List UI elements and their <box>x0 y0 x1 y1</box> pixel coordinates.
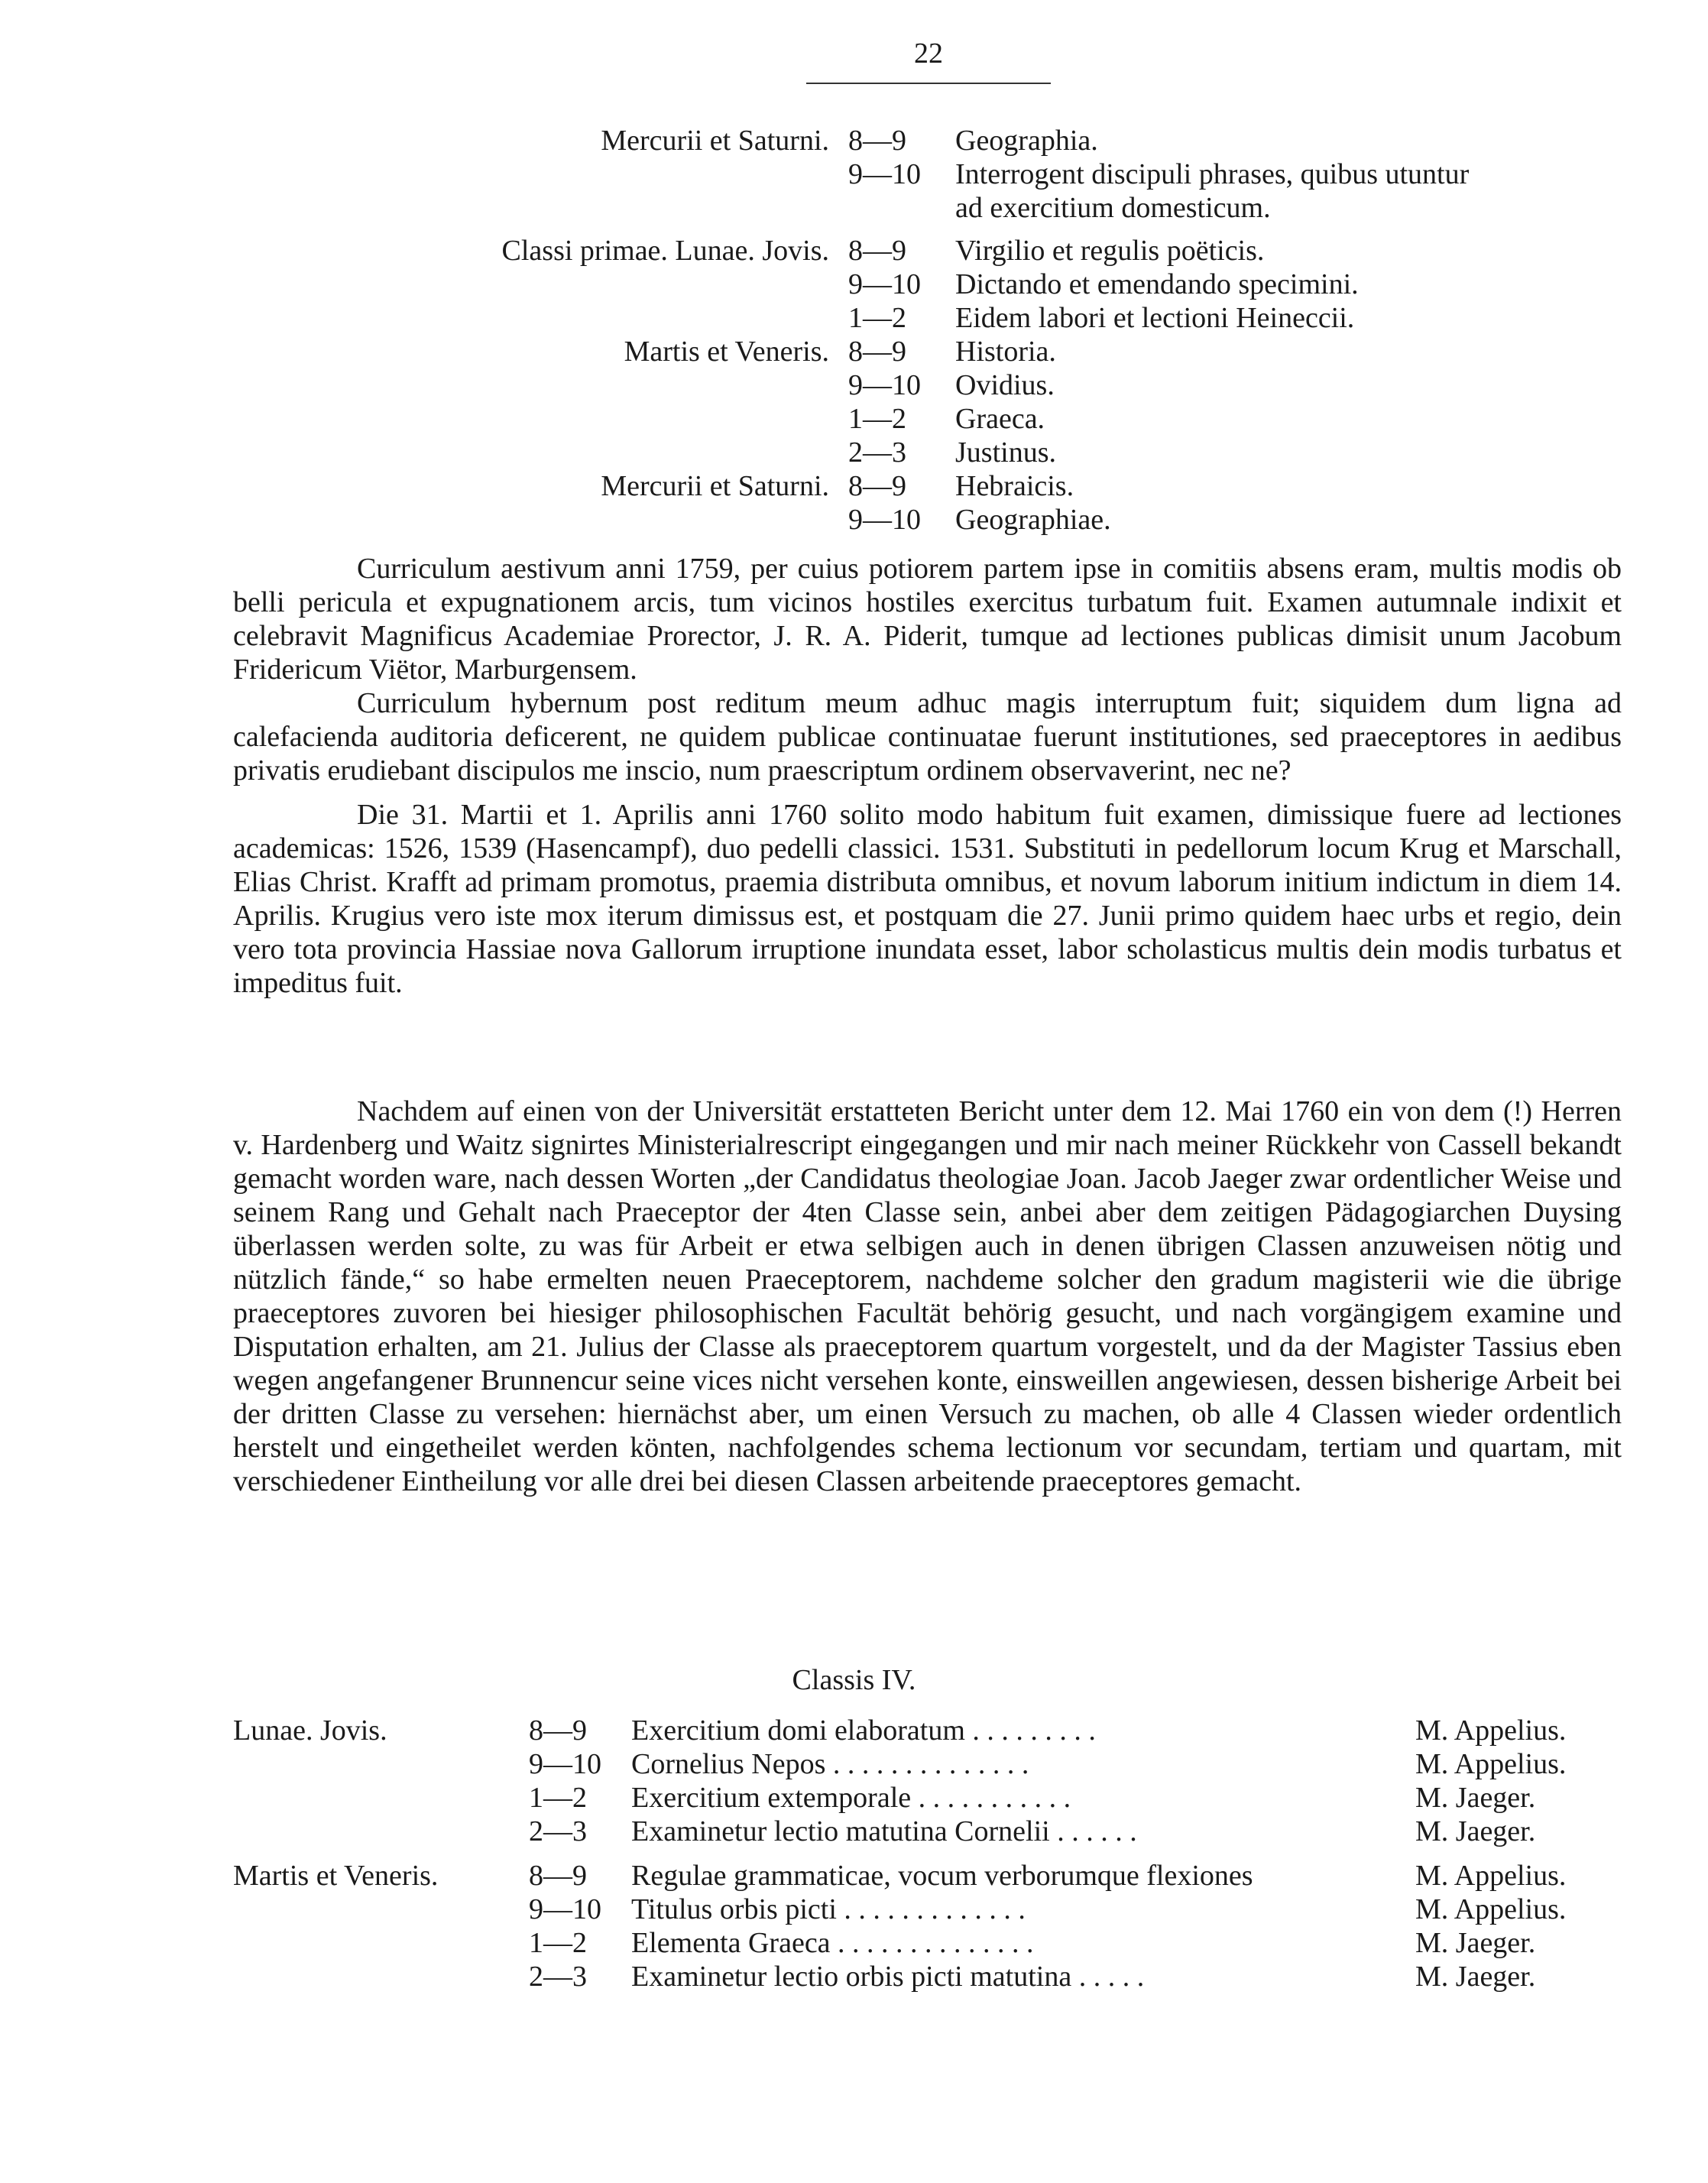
schedule-time: 9—10 <box>848 268 921 300</box>
paragraph: Curriculum hybernum post reditum meum adhuc magis interruptum fuit; siquidem dum ligna ad calefacienda auditoria deficerent, ne quidem publicae continuatae fuerunt institutiones, sed praeceptores in aedibus privatis erudiebant discipulos me inscio, num praescriptum ordinem observaverint, nec ne? <box>233 687 1622 787</box>
subject-text: Elementa Graeca <box>631 1927 831 1959</box>
schedule-time: 8—9 <box>848 125 906 157</box>
subject-text: Exercitium extemporale <box>631 1782 912 1814</box>
table-time: 9—10 <box>529 1748 601 1780</box>
table-subject <box>631 1815 1395 1848</box>
dot-leader: . . . . . . <box>1049 1815 1137 1847</box>
table-day: Martis et Veneris. <box>233 1860 439 1892</box>
schedule-day: Mercurii et Saturni. <box>601 470 829 502</box>
table-row <box>0 1859 1708 1893</box>
dot-leader: . . . . . . . . . . . <box>911 1782 1071 1814</box>
dot-leader: . . . . . . . . . . . . . . <box>830 1927 1034 1959</box>
schedule-subject: Geographiae. <box>955 504 1111 536</box>
schedule-subject: Justinus. <box>955 436 1056 469</box>
page-number: 22 <box>914 37 943 70</box>
schedule-time: 1—2 <box>848 302 906 334</box>
paragraph: Die 31. Martii et 1. Aprilis anni 1760 solito modo habitum fuit examen, dimissique fuere ad lectiones academicas: 1526, 1539 (Hasencampf), duo pedelli classici. 1531. Substituti in pedellorum locum Krug et Marschall, Elias Christ. Krafft ad primam promotus, praemia distributa omnibus, et novum laborum initium indictum in diem 14. Aprilis. Krugius vero iste mox iterum dimissus est, et postquam die 27. Junii primo quidem haec urbs et regio, dein vero tota provincia Hassiae nova Gallorum irruptione inundata esset, labor scholasticus multis dein modis turbatus et impeditus fuit. <box>233 799 1622 999</box>
subject-text: Examinetur lectio orbis picti matutina <box>631 1961 1072 1993</box>
schedule-time: 9—10 <box>848 369 921 401</box>
table-row <box>0 1893 1708 1926</box>
table-time: 8—9 <box>529 1714 587 1747</box>
table-teacher: M. Appelius. <box>1415 1893 1567 1925</box>
table-subject <box>631 1926 1395 1960</box>
table-subject <box>631 1859 1395 1893</box>
table-time: 8—9 <box>529 1860 587 1892</box>
table-row <box>0 1960 1708 1993</box>
schedule-day: Mercurii et Saturni. <box>601 125 829 157</box>
schedule-time: 8—9 <box>848 235 906 267</box>
table-time: 1—2 <box>529 1927 587 1959</box>
dot-leader: . . . . . . . . . . . . . <box>836 1893 1026 1925</box>
table-day: Lunae. Jovis. <box>233 1714 387 1747</box>
subject-text: Titulus orbis picti <box>631 1893 837 1925</box>
table-row <box>0 1926 1708 1960</box>
german-text-block <box>233 1095 1622 1498</box>
header-rule <box>806 83 1051 84</box>
table-row <box>0 1781 1708 1815</box>
schedule-time: 9—10 <box>848 504 921 536</box>
schedule-day: Martis et Veneris. <box>624 336 829 368</box>
latin-text-block <box>233 552 1622 1000</box>
schedule-time: 9—10 <box>848 158 921 190</box>
schedule-subject: Interrogent discipuli phrases, quibus utuntur <box>955 158 1470 190</box>
table-time: 2—3 <box>529 1961 587 1993</box>
table-time: 9—10 <box>529 1893 601 1925</box>
schedule-subject: Ovidius. <box>955 369 1055 401</box>
schedule-subject: Graeca. <box>955 403 1045 435</box>
schedule-time: 2—3 <box>848 436 906 469</box>
table-teacher: M. Appelius. <box>1415 1748 1567 1780</box>
dot-leader: . . . . . . . . . <box>964 1714 1096 1747</box>
schedule-subject: Hebraicis. <box>955 470 1074 502</box>
schedule-subject: Historia. <box>955 336 1056 368</box>
table-teacher: M. Jaeger. <box>1415 1927 1536 1959</box>
table-subject <box>631 1747 1395 1781</box>
table-time: 1—2 <box>529 1782 587 1814</box>
dot-leader: . . . . . <box>1071 1961 1145 1993</box>
schedule-time: 8—9 <box>848 470 906 502</box>
schedule-subject: Dictando et emendando specimini. <box>955 268 1359 300</box>
table-subject <box>631 1781 1395 1815</box>
paragraph: Nachdem auf einen von der Universität erstatteten Bericht unter dem 12. Mai 1760 ein von dem (!) Herren v. Hardenberg und Waitz signirtes Ministerialrescript eingegangen und mir nach meiner Rückkehr von Cassell bekandt gemacht worden ware, nach dessen Worten „der Candidatus theologiae Joan. Jacob Jaeger zwar ordentlicher Weise und seinem Rang und Gehalt nach Praeceptor der 4ten Classe sein, anbei aber dem zeitigen Pädagogiarchen Duysing überlassen werden solte, zu was für Arbeit er etwa selbigen auch in denen übrigen Classen anzuweisen nötig und nützlich fände,“ so habe ermelten neuen Praeceptorem, nachdeme solcher den gradum magisterii wie die übrige praeceptores zuvoren bei hiesiger philosophischen Facultät behörig gesucht, und nach vorgängigem examine und Disputation erhalten, am 21. Julius der Classe als praeceptorem quartum vorgestelt, und da der Magister Tassius eben wegen angefangener Brunnencur seine vices nicht versehen konte, einsweillen angewiesen, dessen bisherige Arbeit bei der dritten Classe zu versehen: hiernächst aber, um einen Versuch zu machen, ob alle 4 Classen wieder ordentlich herstelt und eingetheilet werden könten, nachfolgendes schema lectionum vor secundam, tertiam und quartam, mit verschiedener Eintheilung vor alle drei bei diesen Classen arbeitende praeceptores gemacht. <box>233 1095 1622 1497</box>
paragraph: Curriculum aestivum anni 1759, per cuius potiorem partem ipse in comitiis absens eram, multis modis ob belli pericula et expugnationem arcis, tum vicinos hostiles exercitus turbatum fuit. Examen autumnale indixit et celebravit Magnificus Academiae Prorector, J. R. A. Piderit, tumque ad lectiones publicas dimisit unum Jacobum Fridericum Viëtor, Marburgensem. <box>233 553 1622 686</box>
table-teacher: M. Jaeger. <box>1415 1815 1536 1847</box>
table-subject <box>631 1960 1395 1993</box>
table-row <box>0 1747 1708 1781</box>
table-subject <box>631 1714 1395 1747</box>
table-subject <box>631 1893 1395 1926</box>
schedule-subject: ad exercitium domesticum. <box>955 192 1271 224</box>
subject-text: Examinetur lectio matutina Cornelii <box>631 1815 1050 1847</box>
table-title: Classis IV. <box>792 1664 916 1696</box>
table-row <box>0 1714 1708 1747</box>
subject-text: Cornelius Nepos <box>631 1748 826 1780</box>
schedule-subject: Eidem labori et lectioni Heineccii. <box>955 302 1355 334</box>
schedule-day: Classi primae. Lunae. Jovis. <box>501 235 829 267</box>
schedule-time: 1—2 <box>848 403 906 435</box>
table-teacher: M. Appelius. <box>1415 1860 1567 1892</box>
subject-text: Exercitium domi elaboratum <box>631 1714 965 1747</box>
table-teacher: M. Jaeger. <box>1415 1961 1536 1993</box>
table-time: 2—3 <box>529 1815 587 1847</box>
table-teacher: M. Appelius. <box>1415 1714 1567 1747</box>
table-teacher: M. Jaeger. <box>1415 1782 1536 1814</box>
table-row <box>0 1815 1708 1848</box>
subject-text: Regulae grammaticae, vocum verborumque flexiones <box>631 1860 1253 1892</box>
schedule-subject: Virgilio et regulis poëticis. <box>955 235 1265 267</box>
schedule-subject: Geographia. <box>955 125 1098 157</box>
dot-leader: . . . . . . . . . . . . . . <box>825 1748 1029 1780</box>
schedule-time: 8—9 <box>848 336 906 368</box>
